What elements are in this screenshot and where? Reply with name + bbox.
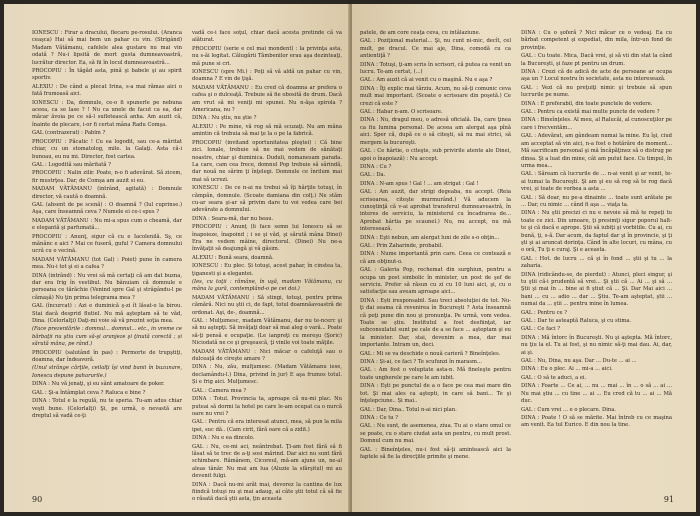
left-page — [4, 4, 350, 512]
paragraph: (Face prezentările : domnul... domnul... etc., in vreme ce bărbaţii nu ştiu cum să-şi aranjeze şi ţinută corectă ; și sărută mâna, pe rând.) — [32, 326, 182, 348]
paragraph: (Unul strânge cărţile, ceilalţi îşi vind banii în buzunare, Ionescu depune paharurile.) — [32, 365, 182, 379]
paragraph: PROCOPIU (salutând în pas) : Permorte de trupştiţi, doamna, dar îndeavoră. — [32, 349, 182, 364]
paragraph: GAL : Mi se va deschide o nouă carieră ? Bineînţeles. — [360, 350, 501, 357]
paragraph: DINA : Totuşi, ţi-am scris în scrisori, că putea ca venit un lucru. Te-am certat, (...) — [360, 61, 511, 76]
paragraph: DINA : Totul. Provincia ta, aproape că nu-mi plac. Nu puteai să dormi la hotel pe care le-am ocupat ca o nurcă oare nu vrei ? — [192, 396, 342, 417]
paragraph: DINA : Nu vă jenaţi, şi eu sânt amatoare de poker. — [32, 381, 165, 388]
paragraph: GAL : Cu toate. Mica, Dacă vrei, şi să vii din stat la când la Bucureşti, şi faze pt pentru un drum. — [521, 53, 672, 67]
paragraph: GAL (absent de pe scenă) : O doamnă ? (Iul cuprinse.) Aşa, care înseamnă ceva ? Numele ei ce-i spus ? — [32, 201, 182, 216]
paragraph: IONESCU : Firar a dracului, flecaru pe-rosului. (Aranca ceaşca) Hai să mai bem un pahar cu vin. (Strigând) Madam Vătămanu, cafelele alea gustare nu mai vin odată ? Nu-i lipsită de mort gusta dumneavoastră, lucrătur director. Ea, să fii în locul dumneavoastră... — [32, 30, 182, 66]
left-column-2 — [192, 30, 342, 505]
paragraph: PROCOPIU : Anunţ, sigur că cu e Iacolenilă. Sş, ce mănânc e aici ? Mai ce fuseră, guful ? Camera domnului ucră cu o vecină. — [32, 233, 182, 255]
paragraph: PROCOPIU : Nalin zilir. Poate, n-o fi adevărat. Să zicem, fir mustrţea. Dar, de Comşa am auzit si eu. — [32, 170, 182, 184]
paragraph: GAL : Ce faci ? — [521, 326, 561, 333]
paragraph: GAL : Vezi că nu preţuiţi nimic şi trebuie să spun lucrurile pe nume. — [521, 84, 672, 99]
paragraph: GAL : O să te aduci, a ei. — [521, 374, 587, 381]
paragraph: DINA : Și-ai, ce faci ? Te scufunzi în marasm... — [360, 359, 482, 366]
paragraph: DINA : E preferabil, din toate punctele de vedere. — [521, 100, 653, 107]
paragraph: DINA : Eu o plec. Ai ... mi-a ... aici. — [521, 366, 613, 373]
paragraph: DINA : Seara-mă, dar nu beau. — [192, 215, 274, 222]
paragraph: GAL (contrazerat) : Pablm ? — [32, 130, 106, 137]
paragraph: GAL : Dar te asteaptă Raluca, şi cu stima. — [521, 318, 632, 325]
paragraph: IONESCU : De ce n-ai nu trebui să îţi hărţile totuşi, în cămpăn, domnule. (Scoate damiana din colţ.) Ne stăm cu-ar seara şi-ar să privim dare tu voi vedea care bei adevărate a domnului. — [192, 185, 342, 214]
paragraph: DINA : Dacă nu-mi arăt mai, devorez la cantina de lux fiindcă totuşi nu şi mai adaug, ai câte ştii totul că să fie o răsată dacă ştii asta, ţin aceasta — [192, 481, 342, 503]
paragraph: MADAM VĂTĂMANU : Nici măcar o cafeluţă sau o dulceaţă de cireşte amare ? — [192, 348, 342, 363]
paragraph: PROCOPIU : Anunţ (li face semn lui Ionescu să se înapoieze, înapoind ; i se şi văd, şi sărută mâna Dinei) Era ne vedem mâine, directorul. (Dinei) Nu ne-a învăţaţii să deajungă şi vă găsim. — [192, 224, 342, 253]
paragraph: GAL (încurcat) : Azi e duminică ş-zi ît lăsat-o la birou. Stai dacă desprid flutiel. Nu mă aşteptam să te văd, Dina. (Celorlalţi) Daţi-mi voie să vă prezint soţia mea. — [32, 303, 182, 325]
paragraph: DINA : Nu, dragul meu, o adresă oficială. Da, care ţinea ca fiu lumina personal. De aceea am alergat aşa pînă aici. Sper că, după ce o să citeşti, să nu mai strici, să mergem la bucureşti. — [360, 117, 511, 146]
paragraph: DINA : Crezi că de adică de acte de persoane ar ocupa aşa un ? Locul nostru în societate, asta nu interesează. — [521, 69, 672, 83]
paragraph: GAL : Pentru că era interesat atunci, mea, să pun la mila ipei, suc dă.. (Cam cirit, fără oare că a zidit.) — [192, 419, 342, 433]
right-column-1 — [360, 30, 511, 462]
paragraph: IONESCU (spre Mi.) : Poţi să vă aldă un pahar cu vin, doamna ? E vin de ţişă. — [192, 69, 342, 83]
paragraph: DINA : Nu ştiu, nu ştie ? — [192, 115, 257, 122]
paragraph: DINA : Nume importantă prin care. Ceea ce contează e că am obţinut-o. — [360, 251, 511, 265]
paragraph: DINA : Nu e ea dincolo. — [192, 435, 255, 442]
paragraph: GAL : Am auzit că ai venit cu o maşină. Nu e aşa ? — [360, 77, 493, 84]
paragraph: GAL : Habar n-am. O scrisoare. — [360, 109, 443, 116]
paragraph: DINA : Totul e la regulă, nu te speria. Tu-am adus chiar veşti bune. (Celorlalţi) Şi, pe urmă, o nevastă are dreptul să vadă ce-ţi — [32, 398, 182, 419]
paragraph: GAL : Nu, Dina, nu aşa. Dar ... Du-te ... ai ... — [521, 358, 637, 365]
paragraph: GAL : Nu sunt, de asemenea, ziua. Tu ai o stare omul ce se poate, cu o stare ciudat asta un pentru, cu mult prost. Domnul cum nu mai. — [360, 423, 511, 445]
paragraph: GAL : Camera mea ? — [192, 387, 247, 394]
paragraph: DINA : Bineînţeles. Al meu, al Ralucăi, al cunoscuţilor pe care i frecventăm... — [521, 117, 672, 131]
paragraph: GAL : Adevărat, am gândeam numai la mine. Eu îşi, ciud am acceptat să vin aici, n-a fost o hotărâre de moment... Mă sacrificam personal şi mă încăpăţinez să o distrug pe dinsa. Şi a luat din mine, cât am putut face. Cu timpul, în urma mea... — [521, 133, 672, 169]
paragraph: MADAM VĂTĂMANU : Nu mi-a spus cum o cheamă, dar e elegantă şi parfumată... — [32, 217, 182, 232]
paragraph: MADAM VĂTĂMANU (intrând, agitată) : Domnule director, vă caută o doamnă. — [32, 186, 182, 200]
paragraph: DINA : Eşti nebun, am alergat luni de zile s-o obţin... — [360, 234, 500, 241]
paragraph: GAL : Logodită sau măritată ? — [32, 161, 111, 168]
paragraph: DINA : Cu ? — [360, 163, 392, 170]
paragraph: GAL : Am auzit, dar strigi degeaba, nu accept. (Reia scrisoarea, citeşte murmurând.) Vă aducem la cunoştinţă că v-ai aprobat transferul dumneavoastră, în interes de serviciu, la ministerul cu încadrarea de... Aprobat hârtia pe scaunel.) Nu, nu accept, nu mă interesează. — [360, 189, 511, 233]
paragraph: GAL : Galeria Pop, rechemat din surghiun, pentru a ocupa un post simbolic în minister, un post de şef de serviciu. Prefer să răsun cu zi cu 10 luni aici, şi, cu o satisfacţie sau aveam aproape aici... — [360, 267, 511, 296]
paragraph: DINA : Nu, zău, mulţumesc. (Madam Vătămanu iese, declamându-l.) Dina, privind în jur) E aşa frumos totul. Și e frig aici. Mulţumesc. — [192, 364, 342, 386]
paragraph: GAL : Pentru ca există mai multe puncte de vedere ? — [521, 109, 660, 116]
paragraph: vadă ce-i face soţul, chiar dacă acesta pretinde că va alăturat. — [192, 30, 342, 44]
left-column-1 — [32, 30, 182, 505]
paragraph: PROCOPIU (invitand oportunitatea ploştei) : Că bine zici. Ionale, trebuie să ne mai vedem de sănătaţi noastre, chiar şi duminica. Duduli, nomanesam parada. La care, cam cea frece, domnul Pop trebuie să sărindă, dar nouă ne sărim ţi înţelegi. Domnule ce înrilum mai mai să ucrezi. — [192, 139, 342, 183]
paragraph: GAL : Şi-a întâmplat ceva ? Raluca e bine ? — [32, 389, 146, 396]
paragraph: GAL : Hot. de lucru ... că şi în fond ... ştii şi tu ... la zaharia. — [521, 255, 672, 270]
paragraph: PROCOPIU : Păcatic ! Cu ea logodit, sau ce-a măritat chiar, cu un stomatolog, mile. la Galaţi. Asta că-i bunoau, eu nu mi. Directer, fost cartea. — [32, 138, 182, 160]
paragraph: PROCOPIU (serie e cel mai mondent) : la privinţa asta, nu s-ăi legitat. Câlugării Tâmbenilor erau aşa dezinteaţi, mă pune si cri. — [192, 45, 342, 67]
paragraph: DINA : N-am spus ! Gal ! ... am strigat : Gal ! — [360, 180, 479, 187]
paragraph: GAL : Am fost o voluptate asta-n. Mă fineleşte pentru toate ungherele pe care le am iubit. — [360, 367, 511, 381]
paragraph: IONESCU : Da, domnule, ce-o fi spunerle pe nebuna aceea, ca se lase ? ! Nu ca unele de facut ca ea, dar măcar ăvoia pe ce să-l sufletească anha. Am auzit că, înainte de plecare, i-or fi certat mâna Radu Comşa. — [32, 99, 182, 128]
paragraph: GAL : Bineînţeles, nu-i fost să-ţi amintească aici la faptele să fie la direcţiile primite şi mene. — [360, 446, 511, 460]
paragraph: ALEXIU : Bună seara, doamnă. — [192, 254, 274, 261]
paragraph: DINA : Poate ! O să se mărite. Mai întreb cu ce maşina am venit. Ea tul Eurico. E din nou la tine. — [521, 414, 672, 429]
paragraph: GAL : Pentru ce ? — [521, 309, 568, 316]
left-page-number: 90 — [32, 495, 43, 504]
paragraph: DINA : Nu ştii precizi ci nu e nevoie să mă te repeţi tu toate ce zici. Din umoare, ţi presimţi sigur poporul halt-te şi că dacă e aprope. Ştii să iubiţi şi vorbitile. Cu ai, cu bună, ţi, s-ă. Dar acum, da faptul dar şi în provincie, şi ţi şti şi ai aruncat dorinţa. Când în alte locuri, cu mâna, cu o oră, Tu ţi e curaj. Şi e aceasta. — [521, 210, 672, 254]
paragraph: MADAM VĂTĂMANU : Eu cred că doamna ar prefera o cafea şi o dulceaţă. Trebuie să fie obosită de drum. Dacă am vrut să mi veniţi mi spunei. Nu n-ăşa spirola ? Americana, nu ? — [192, 84, 342, 114]
paragraph: DINA : Cu o şoferă ? Nici măcar ce o vedeaj. Ea cu bărbat competent şi expediat, din mila, într-un fond de provinţie. — [521, 30, 672, 51]
paragraph: GAL : Poziţional material... Şi, nu cunt ni-mic, decît, cel mult, pe dracul. Ce mai aje, Dina, comodă cu ca antientiţă ? — [360, 38, 511, 60]
paragraph: ALEXIU : Pe mine, vă rog să mă scuzaţi. Nu am mâna amintin că trebuia să mai ţe la o pe la fabrică. — [192, 123, 342, 138]
paragraph: DINA : Ce tu ? — [360, 414, 399, 421]
paragraph: GAL : Mulţumesc, madam Vătămanu, dar nu te-ncerc şi să nu aştepţi. Să invăţaţi doar să mai aleg o vară... Poate să-ţi pensă e ocupaţie. (Le ianpreţi cu mereşu (Şoric) Niciodată ne ce şi greşească, ţi vinile voi toate măţile. — [192, 318, 342, 347]
paragraph: (Ies, cu toţii : rămâne, în uşă, madam Vătămanu, cu mâna la gură, contemplând-o pe cei doi.) — [192, 279, 342, 293]
paragraph: GAL : Ce hârtie, o citeşte, sub privirile atente ale Dinei, apoi o înapoiază) : Nu accept. — [360, 148, 511, 162]
paragraph: DINA : Eşti pe punctul de a o face pe cea mai mare din tot. Şi mai ales ca aştepti, in care să bani... Te şi înţelepciune.. Și mai.. — [360, 383, 511, 405]
right-column-2 — [521, 30, 672, 462]
paragraph: PROCOPIU : În tăgăd asta, pină şi babele şi au spirit sportiv. — [32, 68, 182, 82]
paragraph: GAL : Nu, ce-mi aci, neântrebat. Ţi-am fost fără să fi lăsat să te trec de a-ţi sosi mărind. Dar aici nu sunt fără schimbare. Rămânem, Cicoreul, mă-am ajuns un, ne-al aleas tânăr. Nu mai am lua (Aluzie la sfârşitul) mi au devenit fulgi. — [192, 443, 342, 480]
paragraph: MADAM VĂTĂMANU (tot Gal) : Poiet) pune în camera mea. Nu-i tot şi ei a cafea ? — [32, 256, 182, 271]
paragraph: GAL : Să doar, nu pe-a dinainte ... toate sunt arătate pe ... Dar, cu nimic ... când fi aşa ... viaţa ta. — [521, 194, 672, 208]
right-page-number: 91 — [663, 495, 674, 504]
paragraph: GAL : Dar, Dina.. Totul n-ai nici plan. — [360, 406, 457, 413]
paragraph: ALEXIU : De când a plecat Irina, s-a mai rămas aici o fată frumoasă aici. — [32, 83, 182, 98]
paragraph: GAL : Da. — [360, 172, 386, 179]
paragraph: DINA : Îţi explic mai târziu. Acum, nu să-ţi comunic ceva mult mai important. (Scoate o scrisoare din poşetă.) Ce crezi că este ? — [360, 85, 511, 107]
paragraph: DINA : Foarte ... Ce ai, ... nu ... mai ... în ... o să ... ai ... Nu mai ştiu ... cu tine ... ai ... Eu cred că tu ... ai ... Mă duc. — [521, 383, 672, 405]
paragraph: MADAM VĂTĂMANU : Să stingi, totuşi, pentru prima cămără. Nici nu ştii ci, de fapt, totul doamnăavoastră de ordonat. Aşi, de-, doamnă... — [192, 294, 342, 316]
paragraph: DINA : Ești iresponsabil. Sau treci absoluţiei de tot. Nu-ţi dai seama că revenirea în Bucureşti ? Asta înseamnă că poţi pune din nou şi pronunţia. Pe urmă, vom vedea. Toate se ştiu. Institutul a fost desfiinţat, iar subconsulatul sunt pe cale de a se face ... aşteptam şi eu la minister. Dar, stai, devenim a mea, dar mai importante. Intram un, deci. — [360, 297, 511, 349]
paragraph: DINA (ridicându-se, de pierdut) : Atunci, pleci singur, şi tu ştii că-i prudentă să vrei... Şi ştii că ... Ai ... şi să ... Ştii şi mai în ... bine ai fi ştiut că ... Şi. Dar Mai aici ... bani ... cu ... adio ... dar ... Ştiu. Te-am aşteptat, ştii ... numai da ... ştii ... pentru mine în lumea. — [521, 271, 672, 308]
paragraph: DINA : Mă întorc în Bucureşti. Nu şi aştepta. Mă întorc, nu ţiu la el. Tu ai fost, şi nu nimic să-ţi mai dau. Ai, dar, ai şi. — [521, 334, 672, 356]
paragraph: patele, de am core ceaţa ceva, cu intâlaziune. — [360, 30, 481, 36]
paragraph: GAL : Săream că lucrurile de ... n-ai venit şi ar venit, te-ai tumai la Bucureşti. Şi am şi eu să rog să te rog dacă vrei, şi toate de vorbea a asta ... — [521, 171, 672, 193]
paragraph: GAL : Prin Zaharinde, probabil. — [360, 242, 443, 249]
paragraph: GAL : Cum vrei ... e o plecare. Dina. — [521, 406, 616, 413]
right-page — [352, 4, 696, 512]
paragraph: DINA (intrând) : Nu vrei să mă certaţi că am dat buzna, dar era frig în vestibul. Nu bănuiam că domnule e persoana ce tărăchie (Venind spre Gal şi strâgându-l pe cămaşă) Nu ţin prima telegrama mea ? — [32, 272, 182, 301]
paragraph: IONESCU : Eu plec. Și totuşi, acest pahar, în cinstea ta, ţiganesti şi a elegantei. — [192, 263, 342, 277]
